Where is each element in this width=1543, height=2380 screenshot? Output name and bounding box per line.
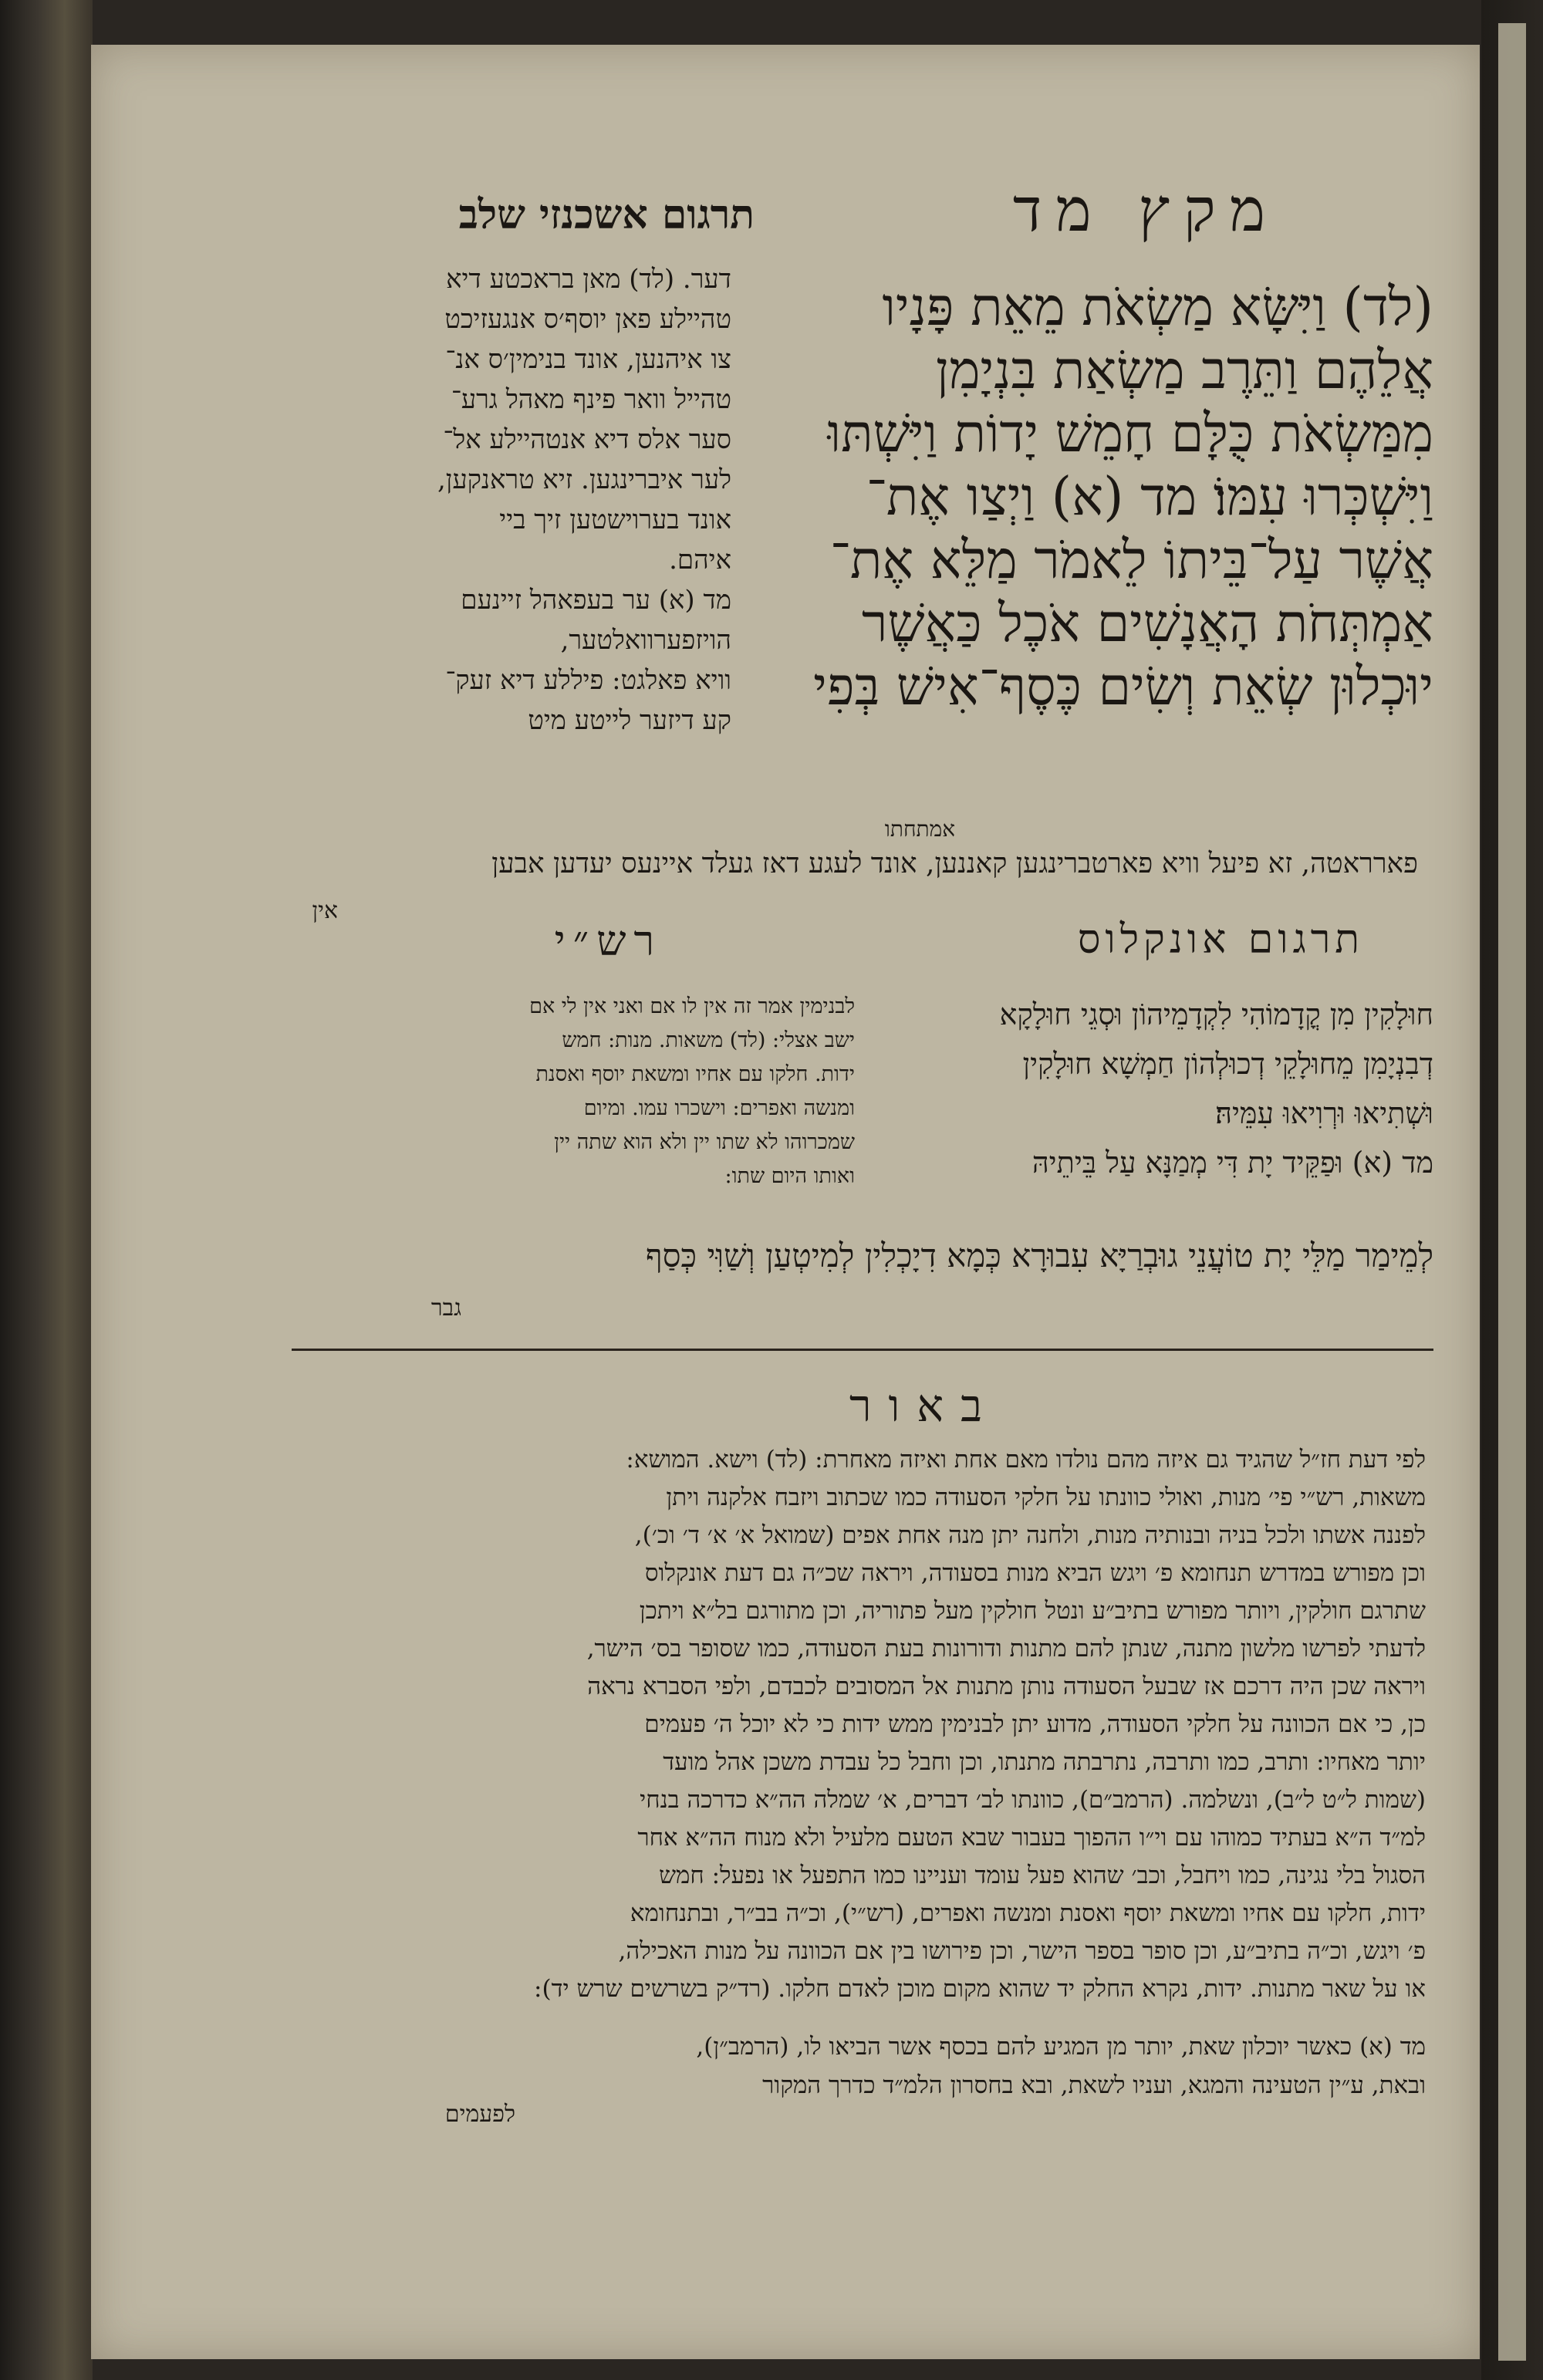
- biur-line: ויראה שכן היה דרכם אז שבעל הסעודה נותן מתנות אל המסובים לכבדם, ולפי הסברא נראה: [587, 1673, 1426, 1700]
- ashkenazi-line: צו איהנען, אונד בנימין׳ס אנ־: [445, 344, 731, 375]
- ashkenazi-title: תרגום אשכנזי שלב: [458, 191, 755, 238]
- verse-line: אַמְתְּחֹת הָאֲנָשִׁים אֹכֶל כַּאֲשֶׁר: [861, 593, 1433, 654]
- ashkenazi-catchword: אין: [312, 897, 338, 924]
- biur-line: כן, כי אם הכוונה על חלקי הסעודה, מדוע יתן לבנימין ממש ידות כי לא יוכל ה׳ פעמים: [644, 1710, 1426, 1738]
- ashkenazi-line: דער. (לד) מאן בראכטע דיא: [446, 264, 731, 295]
- biur-line: וכן מפורש במדרש תנחומא פ׳ ויגש הביא מנות בסעודה, ויראה שכ״ה גם דעת אונקלוס: [644, 1559, 1426, 1587]
- verse-line: מִמַּשְׂאֹת כֻּלָּם חָמֵשׁ יָדוֹת וַיִּשְׁתּוּ: [827, 403, 1433, 464]
- verse-line: (לד) וַיִּשָּׂא מַשְׂאֹת מֵאֵת פָּנָיו: [882, 277, 1433, 338]
- biur-catchword: לפעמים: [444, 2101, 515, 2128]
- rashi-line: ומנשה ואפרים: וישכרו עמו. ומיום: [583, 1096, 855, 1120]
- ashkenazi-line: טהיילע פאן יוסף׳ס אנגעזיכט: [444, 304, 731, 335]
- biur-line: הסגול בלי נגינה, כמו ויחבל, וכב׳ שהוא פעל עומד ועניינו כמו התפעל או נפעל: חמש: [659, 1862, 1426, 1889]
- rashi-line: ואותו היום שתו:: [724, 1164, 855, 1188]
- ashkenazi-line: סער אלס דיא אנטהיילע אל־: [443, 424, 731, 455]
- book-page: [91, 45, 1480, 2359]
- onkelos-line: וּשְׁתִיאוּ וּרְוִיאוּ עִמֵּיהּ׃: [1215, 1096, 1433, 1130]
- biur-line: למ״ד ה״א בעתיד כמוהו עם וי״ו ההפוך בעבור שבא הטעם מלעיל ולא מנוח הה״א אחר: [637, 1824, 1426, 1852]
- rashi-title: רש״י: [554, 917, 662, 965]
- onkelos-line: מד (א) וּפַקֵּיד יָת דִּי מְמַנָּא עַל בֵּיתֵיהּ: [1031, 1146, 1433, 1180]
- rashi-line: שמכרוהו לא שתו יין ולא הוא שתה יין: [554, 1130, 855, 1154]
- ashkenazi-line: קע דיזער לייטע מיט: [528, 705, 731, 736]
- biur-line: לדעתי לפרשו מלשון מתנה, שנתן להם מתנות ודורונות בעת הסעודה, כמו שסופר בס׳ הישר,: [586, 1635, 1426, 1663]
- verse-line: וַיִּשְׁכְּרוּ עִמּוֹ׃ מד (א) וַיְצַו אֶת־: [866, 467, 1433, 528]
- ashkenazi-translation: [245, 259, 731, 741]
- biur-note: [284, 2027, 1426, 2105]
- ashkenazi-bottom-line: פארראטה, זא פיעל וויא פארטברינגען קאננען, אונד לעגע דאז געלד איינעס יעדען אבען: [491, 848, 1418, 879]
- onkelos-line: חוּלָקִין מִן קֳדָמוֹהִי לִקְדָמֵיהוֹן וּסְגֵי חוּלָקָא: [999, 998, 1433, 1031]
- ashkenazi-line: הויזפערוואלטער,: [560, 625, 731, 656]
- biur-line: לפי דעת חז״ל שהגיד גם איזה מהם נולדו מאם אחת ואיזה מאחרת: (לד) וישא. המושא:: [626, 1446, 1426, 1474]
- verse-catchword: אמתחתו: [884, 816, 955, 842]
- rashi-text: [346, 990, 855, 1193]
- book-binding: [0, 0, 93, 2380]
- verse-text: [739, 276, 1433, 719]
- biur-line: שתרגם חולקין, ויותר מפורש בתיב״ע ונטל חולקין מעל פתוריה, וכן מתורגם בל״א ויתכן: [639, 1597, 1426, 1625]
- verse-line: יוּכְלוּן שְׂאֵת וְשִׂים כֶּסֶף־אִישׁ בְּפִי: [813, 657, 1433, 717]
- onkelos-last-line: לְמֵימַר מַלֵּי יָת טוֹעֲנֵי גוּבְרַיָּא עִבוּרָא כְּמָא דִיָכְלִין לְמִיטְעַן וְשַׁוִּי כְּסַף: [645, 1237, 1433, 1274]
- ashkenazi-line: איהם.: [669, 545, 731, 576]
- biur-note-line: מד (א) כאשר יוכלון שאת, יותר מן המגיע להם בכסף אשר הביאו לו, (הרמב״ן),: [696, 2033, 1426, 2061]
- biur-line: משאות, רש״י פי׳ מנות, ואולי כוונתו על חלקי הסעודה כמו שכתוב ויזבח אלקנה ויתן: [666, 1484, 1426, 1511]
- portion-header: מקץ מד: [1012, 176, 1279, 245]
- biur-title: באור: [849, 1379, 1000, 1432]
- biur-text: [284, 1441, 1426, 2008]
- rashi-line: לבנימין אמר זה אין לו אם ואני אין לי אם: [529, 994, 855, 1018]
- ashkenazi-line: אונד בערוישטען זיך ביי: [499, 505, 731, 535]
- ashkenazi-line: טהייל וואר פינף מאהל גרע־: [451, 384, 731, 415]
- ashkenazi-line: מד (א) ער בעפאהל זיינעם: [461, 585, 731, 616]
- onkelos-catchword: גבר: [430, 1295, 461, 1322]
- biur-line: פ׳ ויגש, וכ״ה בתיב״ע, וכן סופר בספר הישר, וכן פירושו בין אם הכוונה על מנות האכילה,: [618, 1937, 1426, 1965]
- biur-line: או על שאר מתנות. ידות, נקרא החלק יד שהוא מקום מוכן לאדם חלקו. (רד״ק בשרשים שרש יד):: [534, 1975, 1426, 2003]
- biur-line: (שמות ל״ט ל״ב), ונשלמה. (הרמב״ם), כוונתו לב׳ דברים, א׳ שמלה הה״א כדרכה בנחי: [640, 1786, 1426, 1814]
- onkelos-text: [863, 990, 1433, 1187]
- ashkenazi-line: לער איברינגען. זיא טראנקען,: [437, 464, 731, 495]
- next-page-strip: [1498, 23, 1526, 2361]
- onkelos-title: תרגום אונקלוס: [1077, 917, 1364, 963]
- section-divider: [292, 1349, 1433, 1351]
- ashkenazi-line: וויא פאלגט: פיללע דיא זעק־: [445, 665, 731, 696]
- next-page-edge: [1481, 0, 1543, 2380]
- verse-line: אֲלֵהֶם וַתֵּרֶב מַשְׂאַת בִּנְיָמִן: [935, 340, 1433, 401]
- biur-line: לפננה אשתו ולכל בניה ובנותיה מנות, ולחנה יתן מנה אחת אפים (שמואל א׳ א׳ ד׳ וכ׳),: [634, 1521, 1426, 1549]
- biur-line: ידות, חלקו עם אחיו ומשאת יוסף ואסנת ומנשה ואפרים, (רש״י), וכ״ה בב״ר, ובתנחומא: [630, 1899, 1426, 1927]
- verse-line: אֲשֶׁר עַל־בֵּיתוֹ לֵאמֹר מַלֵּא אֶת־: [829, 530, 1433, 591]
- rashi-line: ידות. חלקו עם אחיו ומשאת יוסף ואסנת: [535, 1062, 855, 1086]
- biur-line: יותר מאחיו: ותרב, כמו ותרבה, נתרבתה מתנתו, וכן וחבל כל עבדת משכן אהל מועד: [663, 1748, 1426, 1776]
- rashi-line: ישב אצלי: (לד) משאות. מנות: חמש: [562, 1028, 855, 1052]
- biur-note-line: ובאת, ע״ין הטעינה והמגא, ועניו לשאת, ובא בחסרון הלמ״ד כדרך המקור: [762, 2071, 1426, 2099]
- onkelos-line: דְבִנְיָמִן מֵחוּלָקֵי דְכוּלְהוֹן חַמְשָׁא חוּלָקִין: [1022, 1047, 1433, 1081]
